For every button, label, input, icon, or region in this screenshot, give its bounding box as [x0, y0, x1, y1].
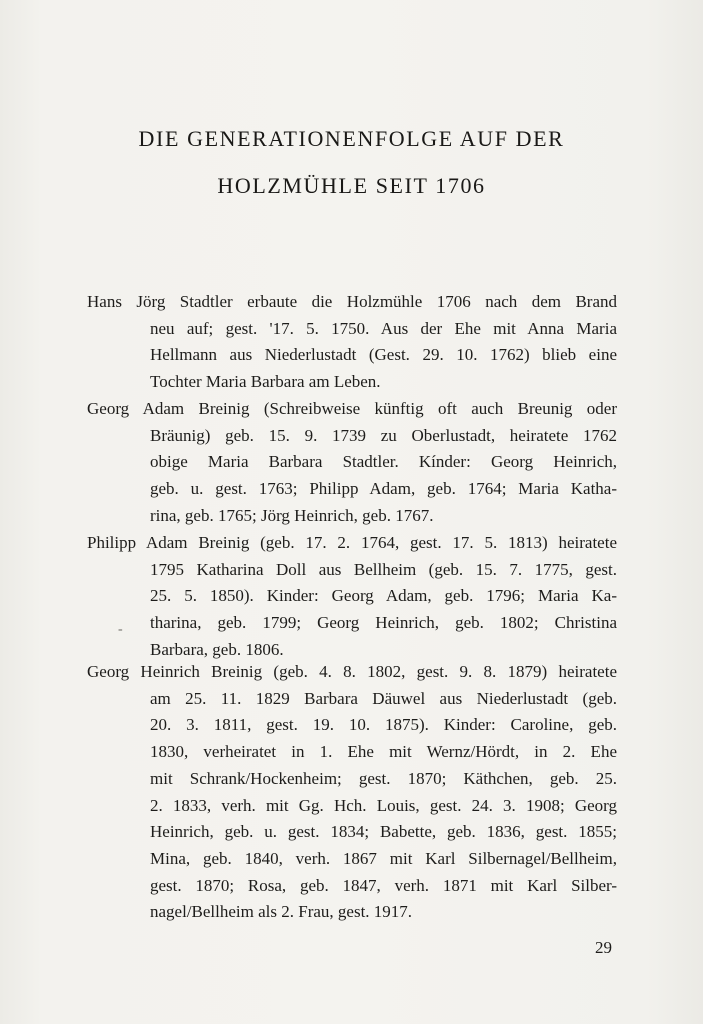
margin-mark: -	[118, 622, 123, 637]
entry-line: Georg Adam Breinig (Schreibweise künftig oft auch Breunig oder	[87, 399, 617, 418]
entry-line: rina, geb. 1765; Jörg Heinrich, geb. 1767.	[150, 505, 434, 525]
entry-line: 25. 5. 1850). Kinder: Georg Adam, geb. 1796; Maria Ka-	[150, 586, 617, 606]
entry-line: geb. u. gest. 1763; Philipp Adam, geb. 1764; Maria Katha-	[150, 479, 617, 499]
entry-line: 1795 Katharina Doll aus Bellheim (geb. 15. 7. 1775, gest.	[150, 559, 617, 579]
entry-line: nagel/Bellheim als 2. Frau, gest. 1917.	[150, 902, 413, 922]
chapter-title-line-2: HOLZMÜHLE SEIT 1706	[217, 173, 486, 198]
entry-line: Barbara, geb. 1806.	[150, 639, 284, 659]
entry-line: Bräunig) geb. 15. 9. 1739 zu Oberlustadt, heiratete 1762	[150, 425, 617, 445]
entry-line: Philipp Adam Breinig (geb. 17. 2. 1764, gest. 17. 5. 1813) heiratete	[87, 533, 617, 552]
entry-line: neu auf; gest. '17. 5. 1750. Aus der Ehe mit Anna Maria	[150, 318, 617, 338]
entry-line: Georg Heinrich Breinig (geb. 4. 8. 1802, gest. 9. 8. 1879) heiratete	[87, 662, 617, 681]
chapter-title-line-1: DIE GENERATIONENFOLGE AUF DER	[138, 126, 565, 151]
entry-line: tharina, geb. 1799; Georg Heinrich, geb. 1802; Christina	[150, 613, 617, 633]
entry-line: 20. 3. 1811, gest. 19. 10. 1875). Kinder: Caroline, geb.	[150, 715, 617, 735]
genealogy-entry-georg-adam-breinig	[87, 396, 617, 530]
entry-line: obige Maria Barbara Stadtler. Kínder: Georg Heinrich,	[150, 452, 617, 472]
genealogy-entry-georg-heinrich-breinig	[87, 659, 617, 926]
entry-line: 1830, verheiratet in 1. Ehe mit Wernz/Hördt, in 2. Ehe	[150, 742, 617, 762]
entry-line: Hans Jörg Stadtler erbaute die Holzmühle 1706 nach dem Brand	[87, 292, 617, 311]
entry-line: am 25. 11. 1829 Barbara Däuwel aus Niederlustadt (geb.	[150, 688, 617, 708]
entry-line: Hellmann aus Niederlustadt (Gest. 29. 10. 1762) blieb eine	[150, 345, 617, 365]
entry-line: Mina, geb. 1840, verh. 1867 mit Karl Silbernagel/Bellheim,	[150, 848, 617, 868]
entry-line: 2. 1833, verh. mit Gg. Hch. Louis, gest. 24. 3. 1908; Georg	[150, 795, 617, 815]
entry-line: Heinrich, geb. u. gest. 1834; Babette, geb. 1836, gest. 1855;	[150, 822, 617, 842]
entry-line: Tochter Maria Barbara am Leben.	[150, 372, 381, 392]
genealogy-entry-hans-joerg-stadtler	[87, 289, 617, 396]
genealogy-entry-philipp-adam-breinig	[87, 530, 617, 664]
page-number: 29	[595, 938, 612, 957]
entry-line: gest. 1870; Rosa, geb. 1847, verh. 1871 mit Karl Silber-	[150, 875, 617, 895]
entry-line: mit Schrank/Hockenheim; gest. 1870; Käthchen, geb. 25.	[150, 768, 617, 788]
